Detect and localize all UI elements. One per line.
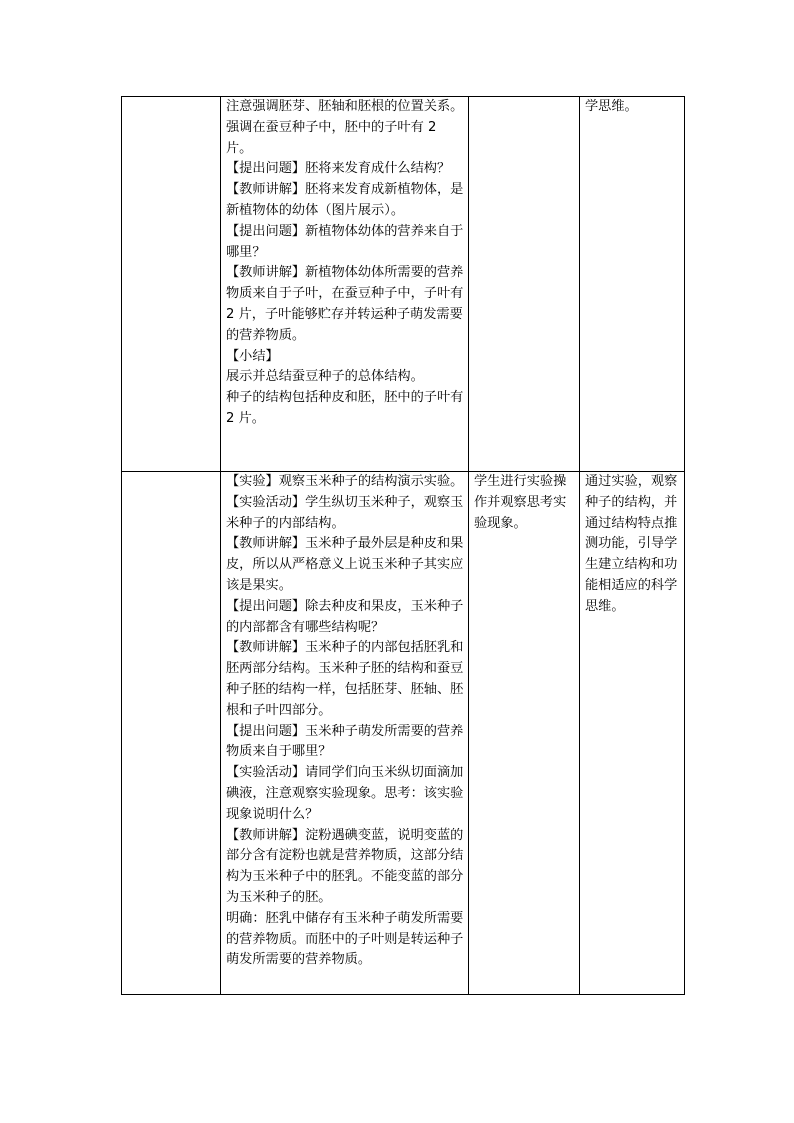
table-row <box>122 472 685 995</box>
paragraph: 学生进行实验操作并观察思考实验现象。 <box>474 474 567 531</box>
paragraph: 【教师讲解】新植物体幼体所需要的营养物质来自于子叶，在蚕豆种子中，子叶有 2 片，子叶能够贮存并转运种子萌发需要的营养物质。 <box>226 265 464 343</box>
paragraph: 注意强调胚芽、胚轴和胚根的位置关系。 <box>226 99 464 114</box>
paragraph: 【实验】观察玉米种子的结构演示实验。 <box>226 474 464 489</box>
paragraph: 【提出问题】除去种皮和果皮，玉米种子的内部都含有哪些结构呢？ <box>226 598 464 635</box>
teacher-activity-cell <box>221 97 469 472</box>
paragraph: 【提出问题】胚将来发育成什么结构？ <box>226 161 451 177</box>
paragraph: 【教师讲解】玉米种子最外层是种皮和果皮，所以从严格意义上说玉米种子其实应该是果实。 <box>226 536 464 593</box>
stage-cell <box>122 97 221 472</box>
paragraph: 展示并总结蚕豆种子的总体结构。 <box>226 369 424 385</box>
paragraph: 【教师讲解】玉米种子的内部包括胚乳和胚两部分结构。玉米种子胚的结构和蚕豆种子胚的结构一样，包括胚芽、胚轴、胚根和子叶四部分。 <box>226 640 464 718</box>
stage-cell <box>122 472 221 995</box>
paragraph: 【实验活动】学生纵切玉米种子，观察玉米种子的内部结构。 <box>226 494 464 531</box>
paragraph: 【教师讲解】淀粉遇碘变蓝，说明变蓝的部分含有淀粉也就是营养物质，这部分结构为玉米种子中的胚乳。不能变蓝的部分为玉米种子的胚。 <box>226 827 464 905</box>
paragraph: 种子的结构包括种皮和胚，胚中的子叶有 2 片。 <box>226 390 464 426</box>
paragraph: 【教师讲解】胚将来发育成新植物体，是新植物体的幼体（图片展示）。 <box>226 182 464 218</box>
paragraph: 【小结】 <box>226 348 279 364</box>
paragraph: 强调在蚕豆种子中，胚中的子叶有 2 片。 <box>226 119 437 156</box>
paragraph: 【实验活动】请同学们向玉米纵切面滴加碘液，注意观察实验现象。思考：该实验现象说明什么？ <box>226 765 464 822</box>
paragraph: 明确：胚乳中储存有玉米种子萌发所需要的营养物质。而胚中的子叶则是转运种子萌发所需要的营养物质。 <box>226 910 464 968</box>
paragraph: 通过实验，观察种子的结构，并通过结构特点推测功能，引导学生建立结构和功能相适应的科学思维。 <box>585 474 678 614</box>
design-intent-cell <box>580 472 685 995</box>
lesson-plan-table <box>121 96 685 995</box>
design-intent-cell <box>580 97 685 472</box>
paragraph: 【提出问题】玉米种子萌发所需要的营养物质来自于哪里？ <box>226 723 464 760</box>
teacher-activity-cell <box>221 472 469 995</box>
student-activity-cell <box>469 472 580 995</box>
paragraph: 【提出问题】新植物体幼体的营养来自于哪里？ <box>226 223 464 260</box>
paragraph: 学思维。 <box>585 99 638 114</box>
table-row <box>122 97 685 472</box>
student-activity-cell <box>469 97 580 472</box>
